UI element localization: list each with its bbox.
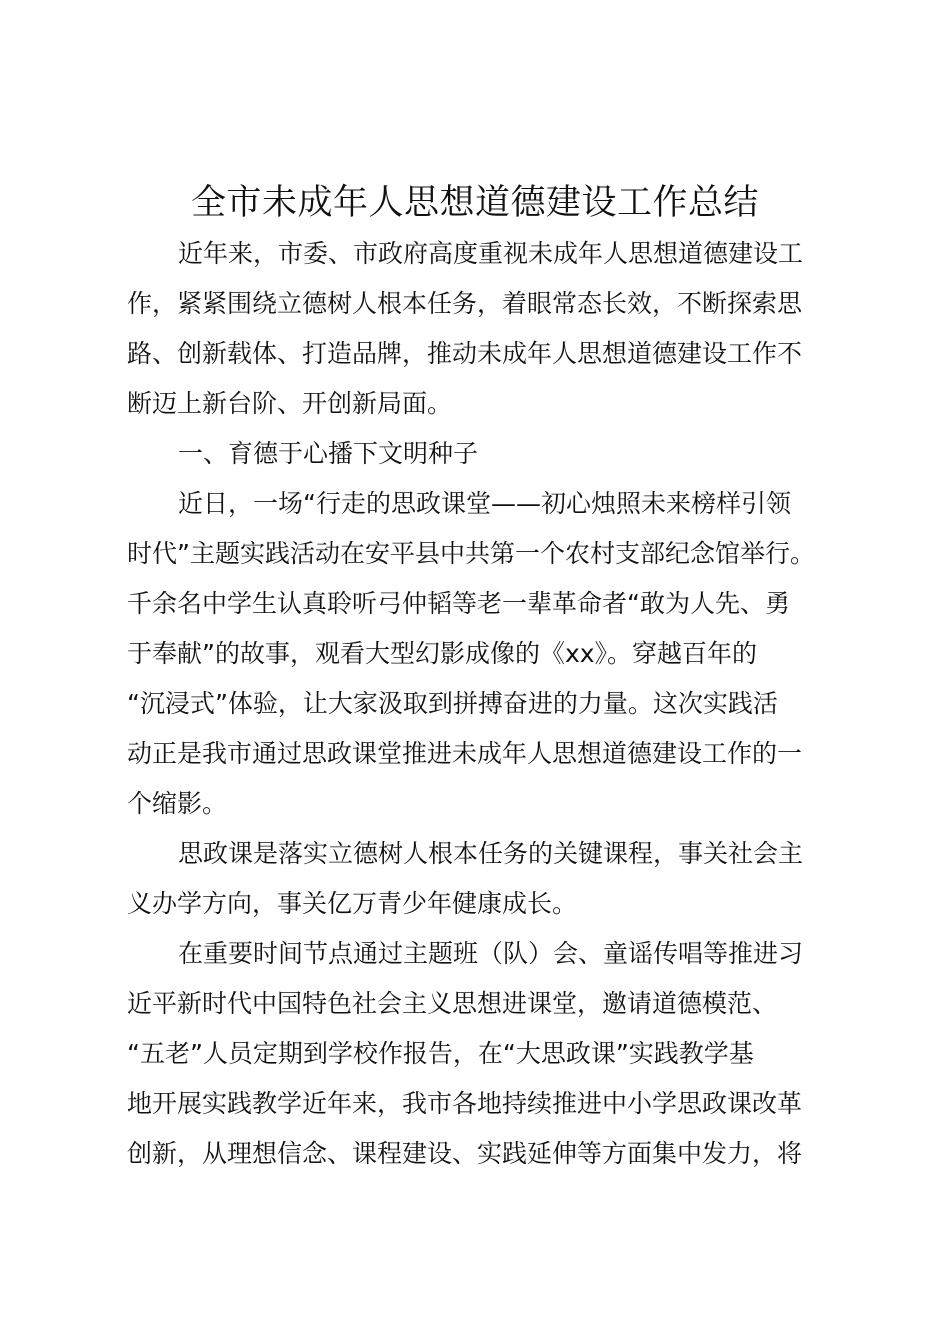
paragraph-line: 路、创新载体、打造品牌，推动未成年人思想道德建设工作不: [127, 339, 803, 368]
paragraph-line: 义办学方向，事关亿万青少年健康成长。: [127, 889, 578, 918]
paragraph-line: 创新，从理想信念、课程建设、实践延伸等方面集中发力，将: [127, 1139, 803, 1168]
paragraph-line: 动正是我市通过思政课堂推进未成年人思想道德建设工作的一: [127, 739, 803, 768]
paragraph-line: 于奉献”的故事，观看大型幻影成像的《xx》。穿越百年的: [127, 639, 758, 668]
paragraph-line: 地开展实践教学近年来，我市各地持续推进中小学思政课改革: [127, 1089, 803, 1118]
paragraph-line: “沉浸式”体验，让大家汲取到拼搏奋进的力量。这次实践活: [127, 689, 778, 718]
document-title: 全市未成年人思想道德建设工作总结: [190, 183, 759, 223]
paragraph-line: 千余名中学生认真聆听弓仲韬等老一辈革命者“敢为人先、勇: [127, 589, 790, 618]
paragraph-line: 在重要时间节点通过主题班（队）会、童谣传唱等推进习: [178, 939, 804, 968]
paragraph-line: 个缩影。: [127, 789, 228, 818]
paragraph-line: 近日，一场“行走的思政课堂——初心烛照未来榜样引领: [178, 489, 791, 518]
paragraph-line: 时代”主题实践活动在安平县中共第一个农村支部纪念馆举行。: [127, 539, 815, 568]
section-heading: 一、育德于心播下文明种子: [178, 439, 479, 468]
paragraph-line: 思政课是落实立德树人根本任务的关键课程，事关社会主: [178, 839, 804, 868]
paragraph-line: 断迈上新台阶、开创新局面。: [127, 389, 453, 418]
paragraph-line: 作，紧紧围绕立德树人根本任务，着眼常态长效，不断探索思: [127, 289, 803, 318]
paragraph-line: 近年来，市委、市政府高度重视未成年人思想道德建设工: [178, 239, 804, 268]
paragraph-line: 近平新时代中国特色社会主义思想进课堂，邀请道德模范、: [127, 989, 778, 1018]
paragraph-line: “五老”人员定期到学校作报告，在“大思政课”实践教学基: [127, 1039, 754, 1068]
